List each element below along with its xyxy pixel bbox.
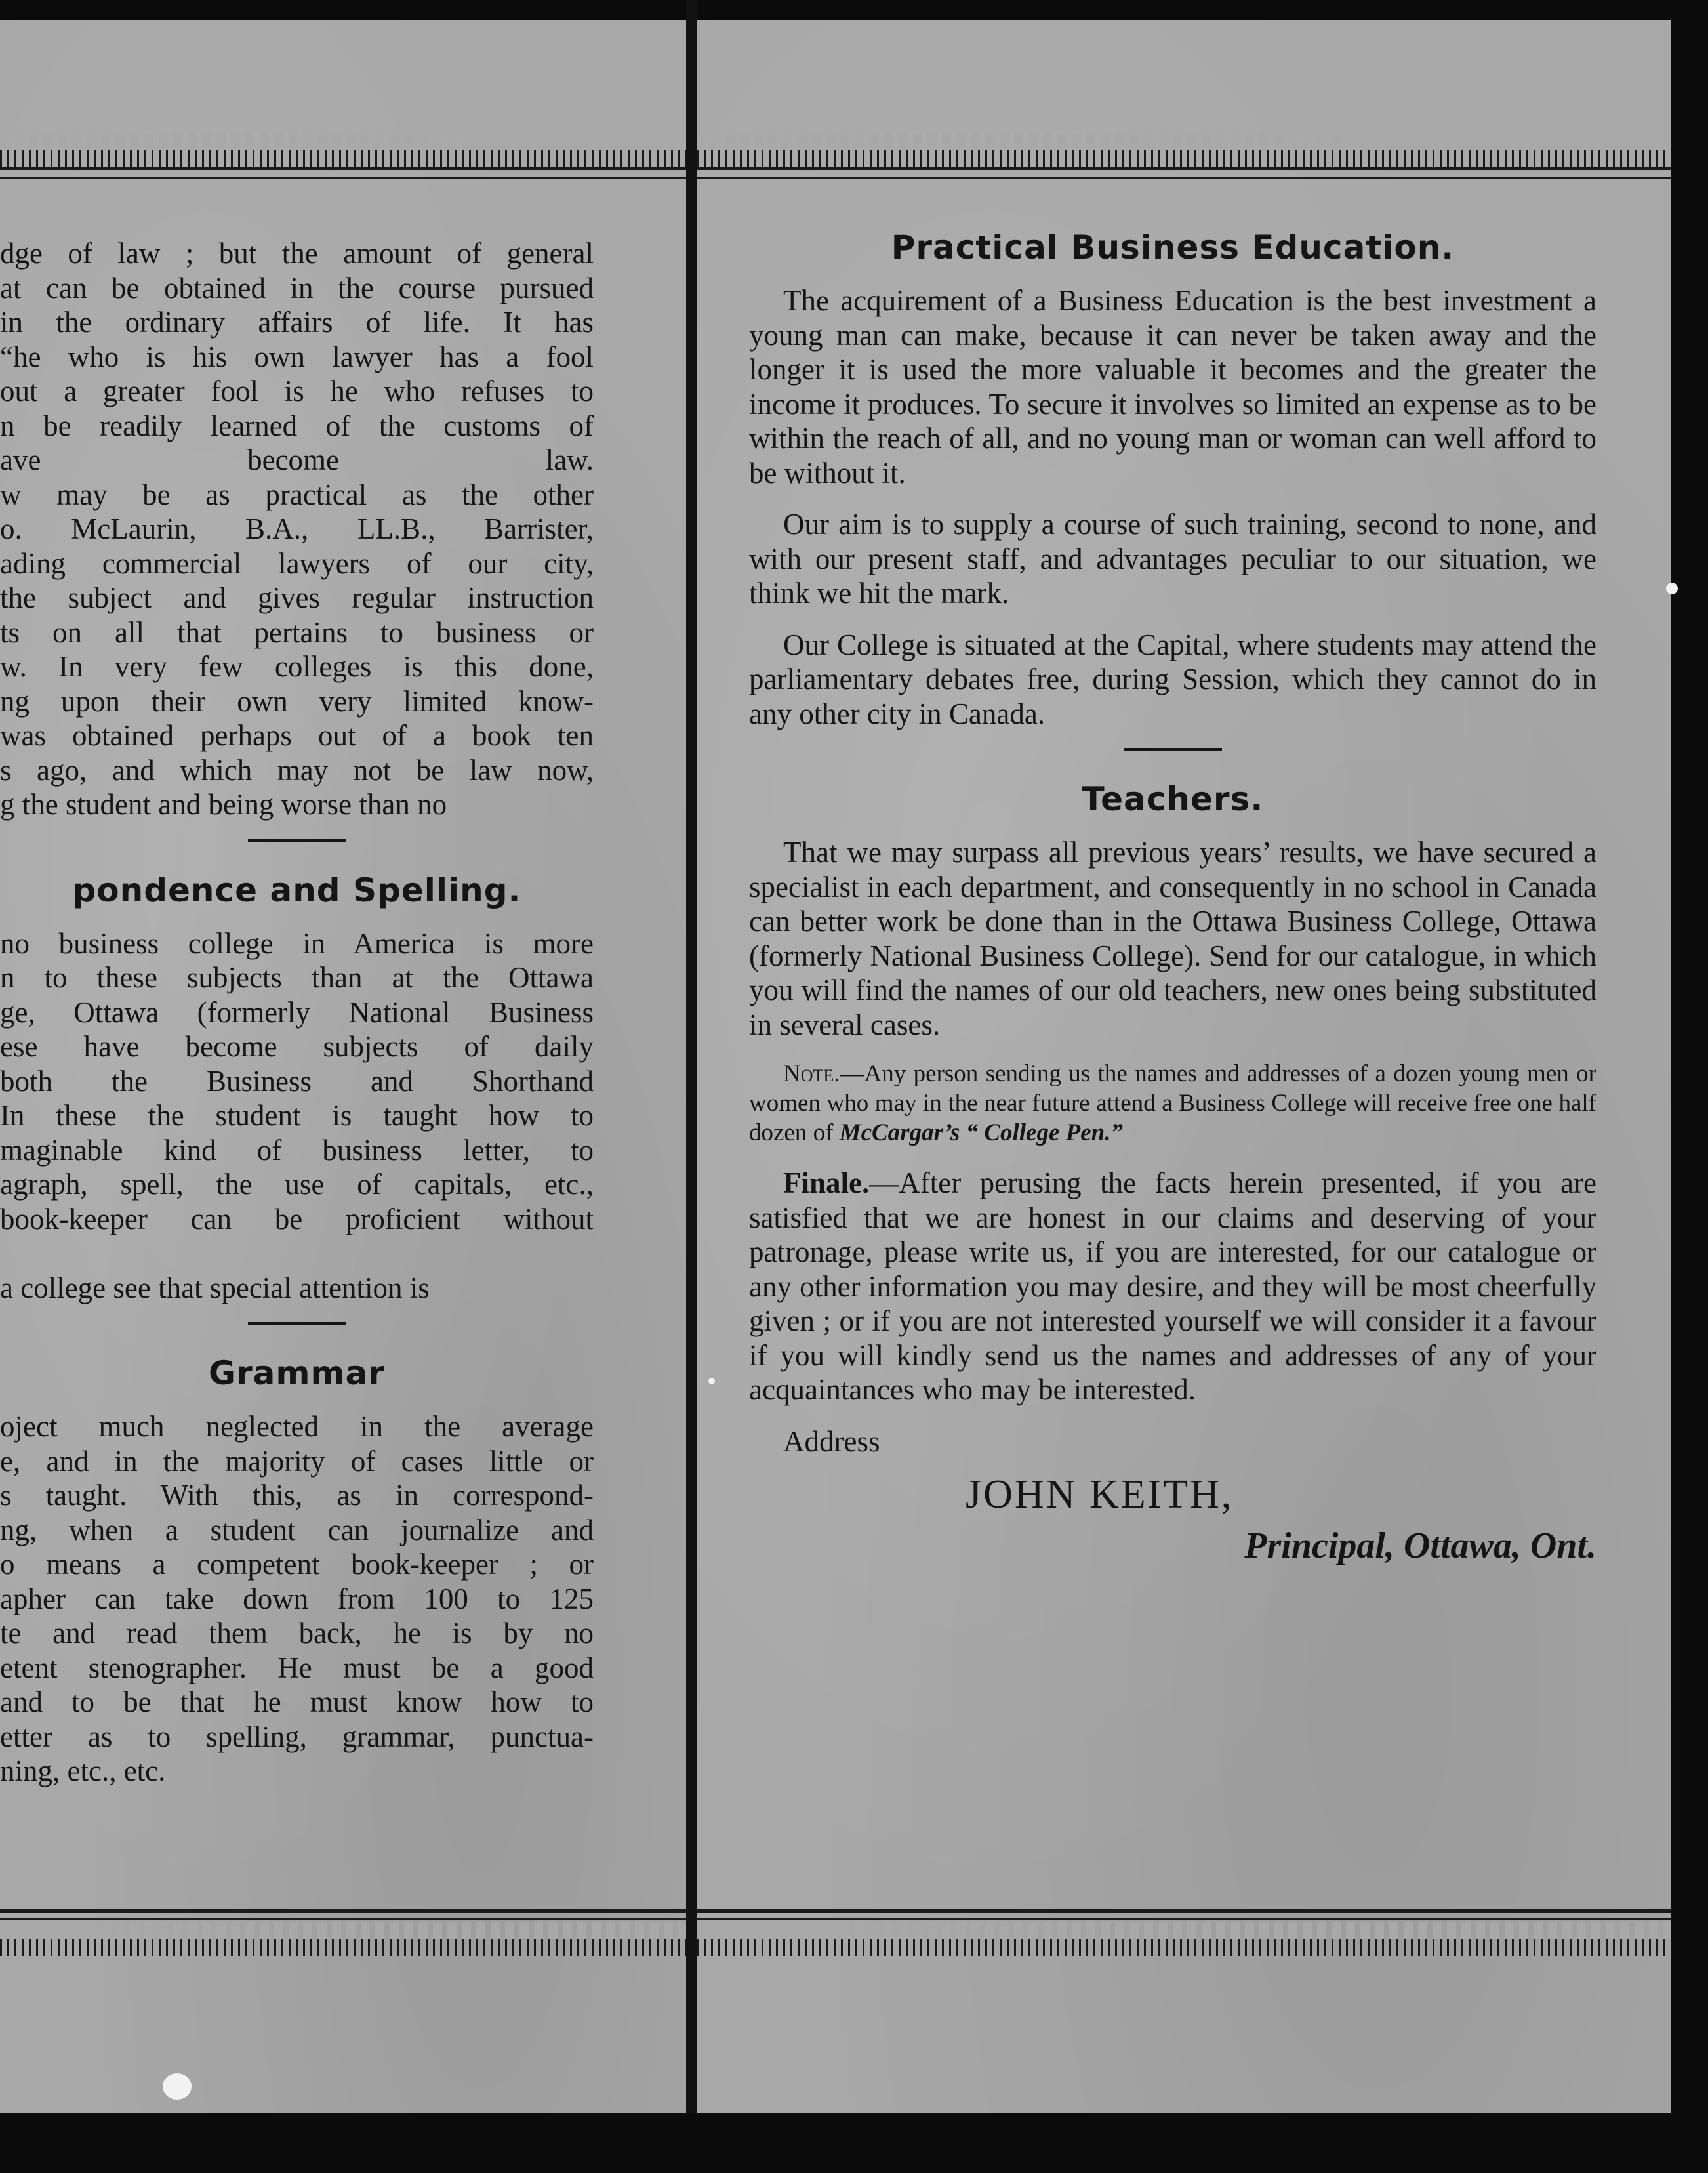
text-line: both the Business and Shorthand (0, 1064, 594, 1098)
text-line: apher can take down from 100 to 125 (0, 1582, 594, 1615)
correspondence-heading: pondence and Spelling. (72, 871, 521, 909)
text-line: a college see that special attention is (0, 1271, 430, 1304)
correspondence-section (0, 926, 594, 1306)
section-divider (248, 839, 346, 842)
text-line: agraph, spell, the use of capitals, etc., (0, 1168, 594, 1201)
text-line: o means a competent book-keeper ; or (0, 1548, 594, 1581)
text-line: “he who is his own lawyer has a fool (0, 340, 594, 373)
left-page (0, 20, 686, 2113)
text-line: te and read them back, he is by no (0, 1617, 594, 1649)
text-line: ning, etc., etc. (0, 1754, 166, 1787)
paragraph-capital: Our College is situated at the Capital, where students may attend the parliamentary debates free, during Session, which they cannot do in any other city in Canada. (749, 628, 1596, 730)
text-line: e, and in the majority of cases little or (0, 1444, 594, 1478)
text-line: ese have become subjects of daily (0, 1030, 594, 1063)
section-divider (248, 1322, 346, 1325)
top-rule (0, 167, 686, 170)
finale-label: Finale. (783, 1167, 870, 1199)
bottom-ornamental-border (697, 1922, 1671, 1956)
paragraph-teachers: That we may surpass all previous years’ results, we have secured a specialist in each department, and consequently in no school in Canada can better work be done than in the Ottawa Business College, Ottawa (formerly National Business College). Send for our catalogue, in which you will find the names of our old teachers, new ones being substituted in several cases. (749, 836, 1596, 1041)
text-line: and to be that he must know how to (0, 1686, 594, 1718)
grammar-heading: Grammar (208, 1354, 386, 1392)
text-line: the subject and gives regular instruction (0, 581, 594, 614)
text-line: w. In very few colleges is this done, (0, 650, 594, 683)
bottom-rule (0, 1909, 686, 1913)
text-line: ading commercial lawyers of our city, (0, 547, 594, 580)
text-line: in the ordinary affairs of life. It has (0, 306, 594, 339)
bottom-rule (697, 1909, 1671, 1913)
signature-title: Principal, Ottawa, Ont. (1244, 1525, 1596, 1566)
text-line: In these the student is taught how to (0, 1099, 594, 1132)
paragraph-acquirement: The acquirement of a Business Education is the best investment a young man can make, because it can never be taken away and the longer it is used the more valuable it becomes and the greater the income it produces. To secure it involves so limited an expense as to be within the reach of all, and no young man or woman can well afford to be without it. (749, 284, 1596, 489)
text-line: ng upon their own very limited know- (0, 684, 594, 718)
bottom-rule-thin (0, 1918, 686, 1920)
text-line: maginable kind of business letter, to (0, 1133, 594, 1167)
text-line: book-keeper can be proficient without (0, 1202, 594, 1235)
top-ornamental-border (0, 133, 686, 167)
note-paragraph (749, 1059, 1596, 1148)
text-line: etter as to spelling, grammar, punctua- (0, 1720, 594, 1753)
page-gutter (686, 0, 697, 2173)
text-line: s ago, and which may not be law now, (0, 753, 594, 787)
text-line: at can be obtained in the course pursued (0, 271, 594, 304)
text-line: no business college in America is more (0, 926, 594, 960)
top-rule-thin (0, 177, 686, 179)
note-label: Note. (783, 1060, 840, 1087)
right-page-text (749, 228, 1596, 1567)
text-line: oject much neglected in the average (0, 1410, 594, 1443)
signature-name: JOHN KEITH, (966, 1472, 1234, 1517)
address-label: Address (783, 1424, 880, 1458)
text-line: s taught. With this, as in correspond- (0, 1479, 594, 1512)
text-line: g the student and being worse than no (0, 788, 447, 821)
bottom-ornamental-border (0, 1922, 686, 1956)
text-line: n to these subjects than at the Ottawa (0, 961, 594, 994)
right-page (697, 20, 1671, 2113)
paragraph-aim: Our aim is to supply a course of such training, second to none, and with our present staff, and advantages peculiar to our situation, we think we hit the mark. (749, 508, 1596, 610)
practical-business-heading: Practical Business Education. (891, 228, 1455, 266)
top-rule-thin (697, 177, 1671, 179)
text-line: ts on all that pertains to business or (0, 615, 594, 649)
text-line: o. McLaurin, B.A., LL.B., Barrister, (0, 512, 594, 545)
text-line: w may be as practical as the other (0, 478, 594, 511)
grammar-section (0, 1409, 594, 1789)
left-page-text (0, 236, 594, 1806)
text-line (0, 1236, 594, 1271)
note-text: —Any person sending us the names and addresses of a dozen young men or women who may in the near future attend a Business College will receive free one half dozen of (749, 1060, 1596, 1146)
finale-paragraph (749, 1166, 1596, 1407)
top-ornamental-border (697, 133, 1671, 167)
note-college-pen: McCargar’s “ College Pen.” (839, 1119, 1124, 1146)
scan-bottom-edge (0, 2113, 1708, 2173)
teachers-heading: Teachers. (1082, 780, 1264, 818)
scan-speck (708, 1378, 715, 1384)
text-line: ave become law. (0, 444, 594, 476)
scan-speck (1666, 583, 1678, 594)
law-section (0, 236, 594, 822)
text-line: ng, when a student can journalize and (0, 1513, 594, 1546)
text-line: n be readily learned of the customs of (0, 409, 594, 442)
text-line: etent stenographer. He must be a good (0, 1651, 594, 1684)
text-line: was obtained perhaps out of a book ten (0, 719, 594, 752)
scan-speck (163, 2073, 192, 2100)
finale-text: —After perusing the facts herein presented, if you are satisfied that we are honest in our claims and deserving of your patronage, please write us, if you are interested, for our catalogue or any other information you may desire, and they will be most cheerfully given ; or if you are not interested yourself we will consider it a favour if you will kindly send us the names and addresses of any of your acquaintances who may be interested. (749, 1167, 1596, 1406)
text-line: dge of law ; but the amount of general (0, 237, 594, 270)
top-rule (697, 167, 1671, 170)
text-line: out a greater fool is he who refuses to (0, 375, 594, 407)
section-divider (1124, 748, 1222, 751)
bottom-rule-thin (697, 1918, 1671, 1920)
text-line: ge, Ottawa (formerly National Business (0, 995, 594, 1029)
